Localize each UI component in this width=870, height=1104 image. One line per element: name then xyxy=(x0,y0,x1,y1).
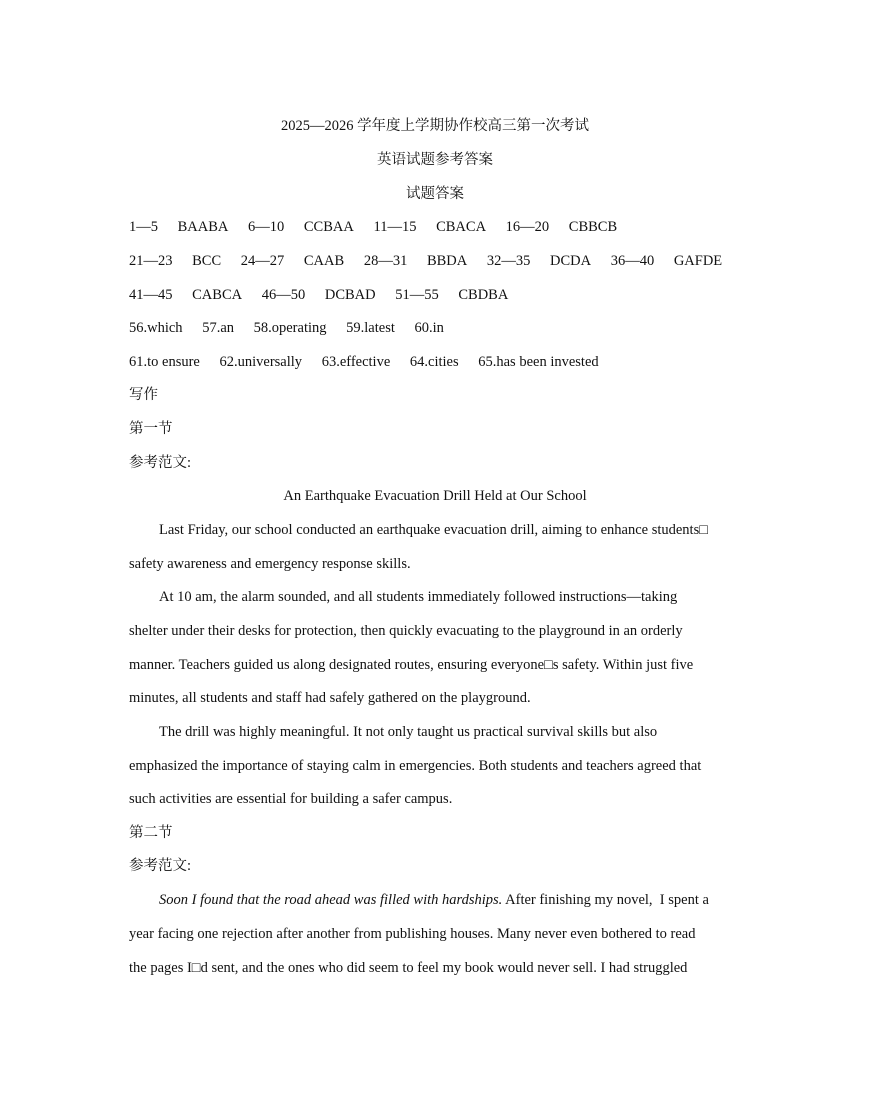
answer-row-2 xyxy=(129,252,722,270)
essay-line: The drill was highly meaningful. It not only taught us practical survival skills but also xyxy=(159,724,658,740)
continuation-text: After finishing my novel, I spent a xyxy=(502,892,709,908)
answer-key: GAFDE xyxy=(673,253,723,269)
section-1-heading: 第一节 xyxy=(129,421,173,437)
answer-range: 24—27 xyxy=(240,253,285,269)
answer-key: CBACA xyxy=(436,219,487,235)
answer-row-5 xyxy=(129,353,599,371)
essay-line: Last Friday, our school conducted an earthquake evacuation drill, aiming to enhance students□ xyxy=(159,522,708,538)
essay-line: minutes, all students and staff had safely gathered on the playground. xyxy=(129,690,531,706)
writing-heading: 写作 xyxy=(129,387,158,403)
answer-key: CCBAA xyxy=(303,219,354,235)
given-opening-sentence: Soon I found that the road ahead was filled with hardships. xyxy=(159,892,503,908)
answer-item: 63.effective xyxy=(321,354,391,370)
section-1-sample-label: 参考范文: xyxy=(129,455,192,471)
answer-range: 36—40 xyxy=(610,253,655,269)
answer-item: 59.latest xyxy=(346,320,395,336)
answer-item: 62.universally xyxy=(219,354,303,370)
answer-key: CABCA xyxy=(192,287,243,303)
answer-key: BCC xyxy=(192,253,222,269)
subject-title: 英语试题参考答案 xyxy=(377,152,493,168)
answer-key: CBDBA xyxy=(458,287,509,303)
answer-range: 32—35 xyxy=(486,253,531,269)
answer-item: 61.to ensure xyxy=(129,354,200,370)
continuation-first-line xyxy=(159,891,709,909)
answer-range: 51—55 xyxy=(395,287,439,303)
section-2-sample-label: 参考范文: xyxy=(129,858,192,874)
essay-title: An Earthquake Evacuation Drill Held at Our School xyxy=(283,488,587,504)
answer-item: 57.an xyxy=(202,320,234,336)
answer-row-3 xyxy=(129,286,508,304)
answer-key: DCDA xyxy=(549,253,592,269)
answer-item: 56.which xyxy=(129,320,183,336)
answer-range: 6—10 xyxy=(248,219,285,235)
answer-item: 58.operating xyxy=(253,320,327,336)
answer-key: DCBAD xyxy=(324,287,376,303)
continuation-line: the pages I□d sent, and the ones who did seem to feel my book would never sell. I had struggled xyxy=(129,960,688,976)
answer-row-1 xyxy=(129,218,617,236)
essay-line: shelter under their desks for protection, then quickly evacuating to the playground in an orderly xyxy=(129,623,683,639)
answer-key: BAABA xyxy=(177,219,229,235)
section-2-heading: 第二节 xyxy=(129,825,173,841)
continuation-line: year facing one rejection after another from publishing houses. Many never even bothered to read xyxy=(129,926,696,942)
essay-line: such activities are essential for building a safer campus. xyxy=(129,791,453,807)
answer-key: BBDA xyxy=(426,253,468,269)
answer-range: 41—45 xyxy=(129,287,173,303)
answer-item: 60.in xyxy=(414,320,444,336)
essay-line: At 10 am, the alarm sounded, and all students immediately followed instructions—taking xyxy=(159,589,678,605)
essay-line: emphasized the importance of staying calm in emergencies. Both students and teachers agreed that xyxy=(129,758,702,774)
answer-row-4 xyxy=(129,319,444,337)
answer-item: 65.has been invested xyxy=(478,354,599,370)
exam-title: 2025—2026 学年度上学期协作校高三第一次考试 xyxy=(280,118,590,134)
essay-line: manner. Teachers guided us along designated routes, ensuring everyone□s safety. Within just five xyxy=(129,657,694,673)
essay-line: safety awareness and emergency response skills. xyxy=(129,556,411,572)
answer-key: CAAB xyxy=(303,253,345,269)
answer-item: 64.cities xyxy=(409,354,459,370)
answer-key: CBBCB xyxy=(568,219,618,235)
answer-range: 28—31 xyxy=(363,253,408,269)
answer-range: 11—15 xyxy=(373,219,417,235)
answer-range: 16—20 xyxy=(505,219,550,235)
answer-range: 46—50 xyxy=(261,287,306,303)
answer-range: 21—23 xyxy=(129,253,173,269)
answers-heading: 试题答案 xyxy=(406,186,464,202)
answer-range: 1—5 xyxy=(129,219,158,235)
